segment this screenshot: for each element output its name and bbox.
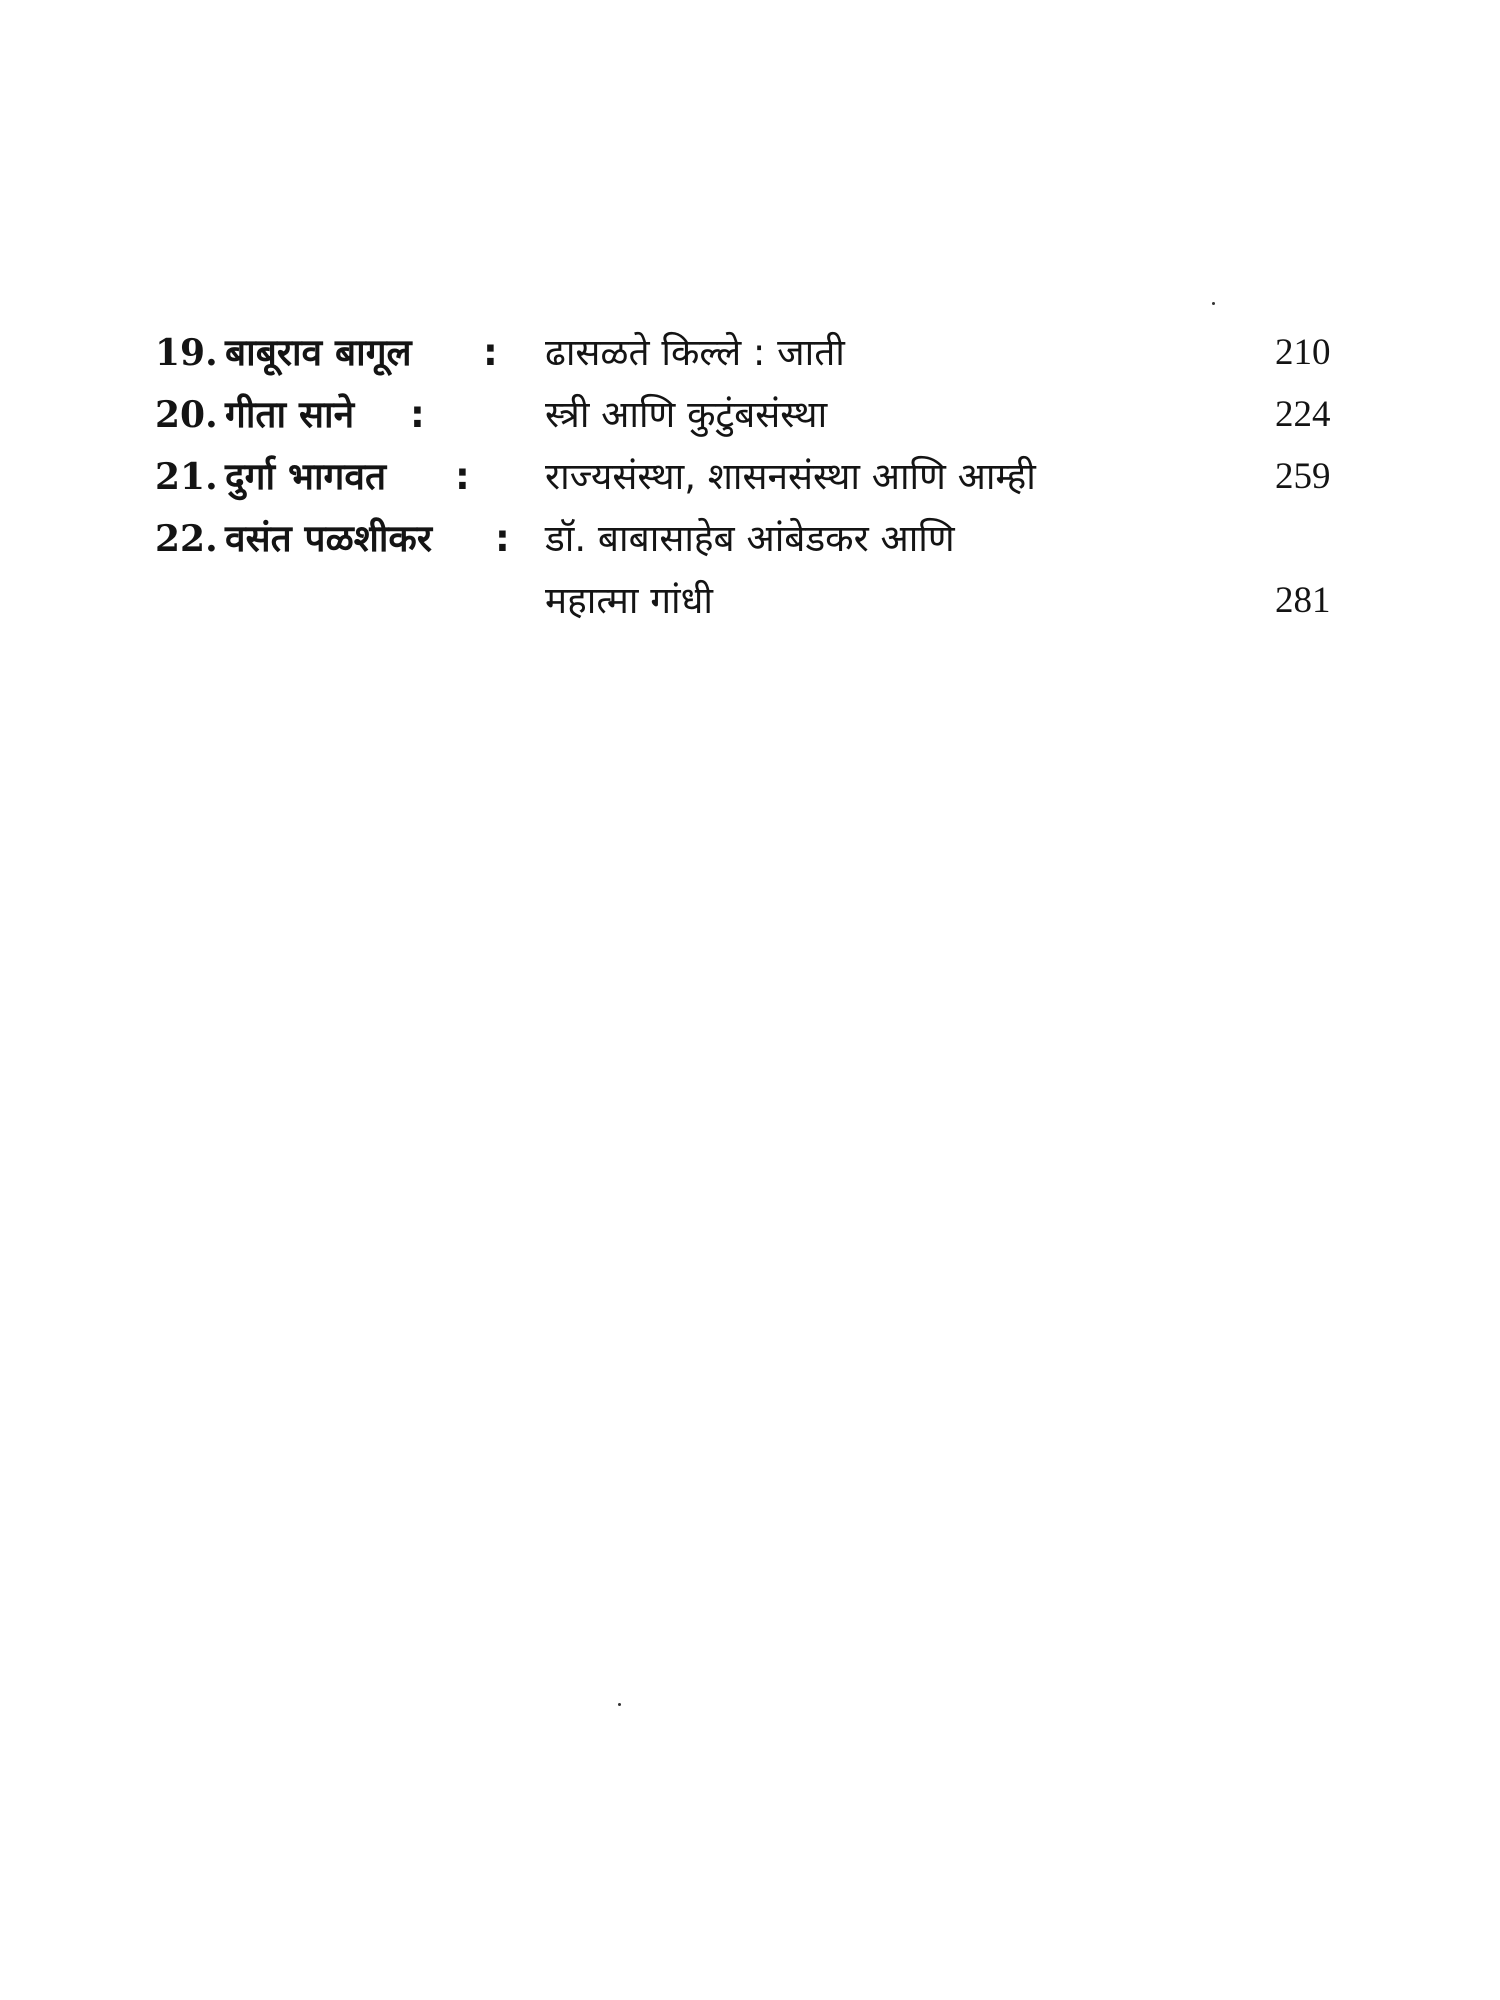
entry-title bbox=[545, 322, 1145, 384]
entry-title-line: डॉ. बाबासाहेब आंबेडकर आणि bbox=[545, 517, 955, 560]
entry-number: 21. bbox=[155, 456, 218, 498]
entry-number: 22. bbox=[155, 518, 218, 560]
entry-author: दुर्गा भागवत bbox=[225, 455, 387, 498]
entry-page-number: 259 bbox=[1275, 456, 1331, 497]
entry-page-number: 281 bbox=[1275, 580, 1331, 621]
toc-entry-22 bbox=[155, 508, 1355, 632]
entry-colon: : bbox=[410, 393, 425, 436]
table-of-contents bbox=[155, 322, 1355, 632]
entry-page-number: 210 bbox=[1275, 332, 1331, 373]
scan-speck bbox=[618, 1703, 621, 1706]
entry-author: वसंत पळशीकर bbox=[225, 517, 432, 560]
entry-title-line: ढासळते किल्ले : जाती bbox=[545, 331, 845, 374]
entry-colon: : bbox=[483, 331, 498, 374]
entry-number: 19. bbox=[155, 332, 218, 374]
toc-entry-20 bbox=[155, 384, 1355, 446]
entry-title-line: महात्मा गांधी bbox=[545, 579, 713, 622]
entry-title-line: राज्यसंस्था, शासनसंस्था आणि आम्ही bbox=[545, 455, 1036, 498]
entry-number: 20. bbox=[155, 394, 218, 436]
entry-page-number: 224 bbox=[1275, 394, 1331, 435]
entry-colon: : bbox=[495, 517, 510, 560]
entry-title bbox=[545, 446, 1145, 508]
entry-author: गीता साने bbox=[225, 393, 355, 436]
entry-author: बाबूराव बागूल bbox=[225, 331, 412, 374]
toc-entry-21 bbox=[155, 446, 1355, 508]
entry-colon: : bbox=[455, 455, 470, 498]
entry-title-line: स्त्री आणि कुटुंबसंस्था bbox=[545, 393, 828, 436]
scan-speck bbox=[1212, 302, 1215, 305]
toc-entry-19 bbox=[155, 322, 1355, 384]
entry-title bbox=[545, 384, 1145, 446]
entry-title bbox=[545, 508, 1145, 632]
